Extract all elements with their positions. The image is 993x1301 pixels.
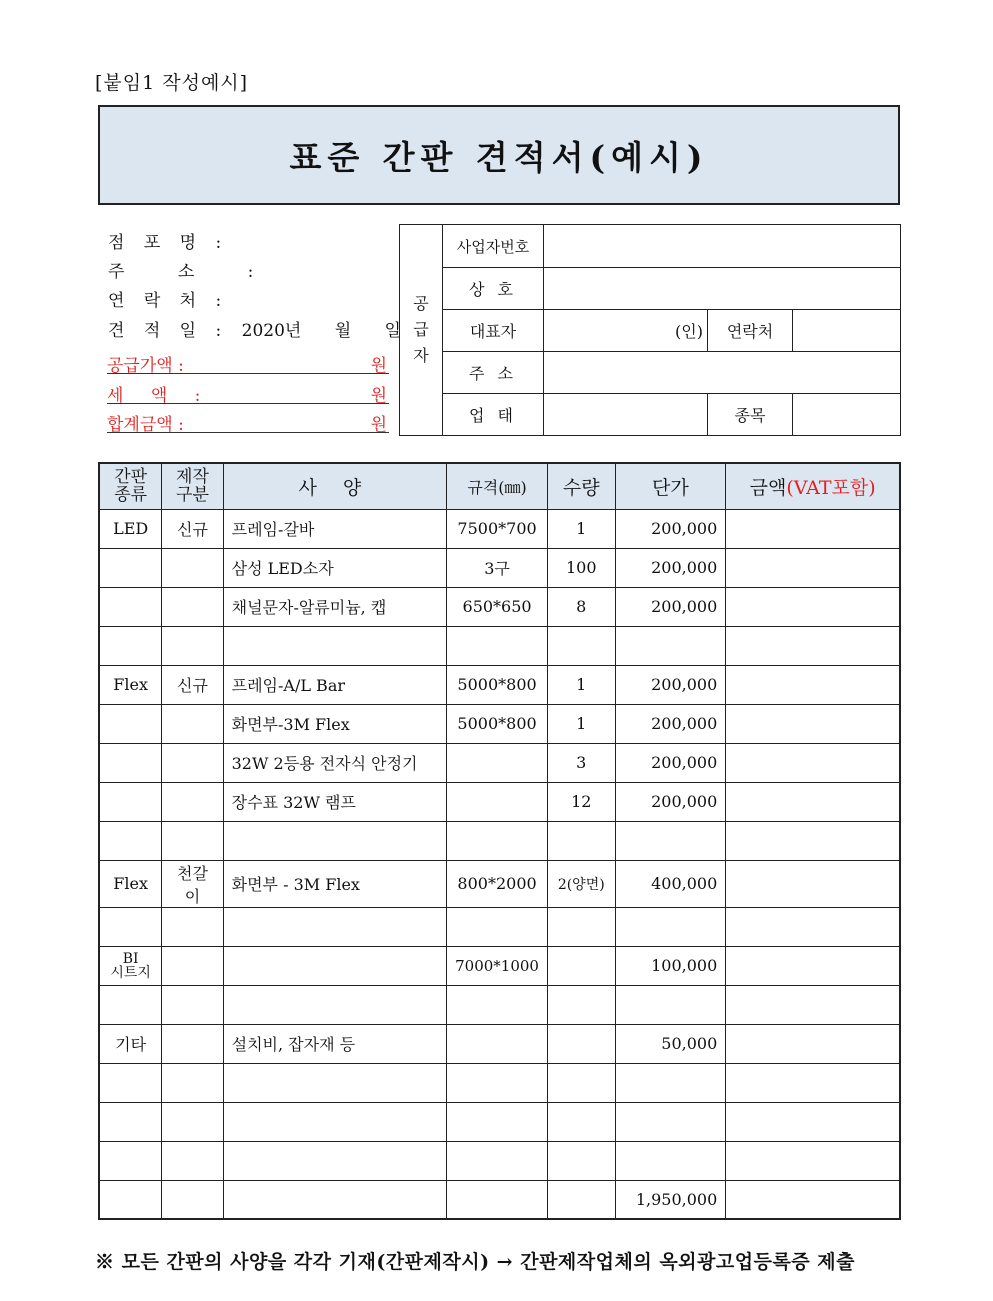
row-unit-price[interactable] [615, 1063, 726, 1102]
estimate-table [98, 462, 901, 1220]
table-row [99, 1180, 900, 1219]
row-unit-price[interactable] [615, 1102, 726, 1141]
business-item-field[interactable] [793, 394, 901, 436]
row-amount[interactable] [726, 1102, 900, 1141]
table-row [99, 509, 900, 548]
table-row [99, 665, 900, 704]
row-sign-type[interactable]: LED [99, 509, 162, 548]
row-amount[interactable] [726, 509, 900, 548]
row-spec[interactable] [223, 1102, 447, 1141]
page-title: 표준 간판 견적서(예시) [289, 137, 709, 177]
row-qty[interactable]: 3 [547, 743, 615, 782]
row-sign-type[interactable]: Flex [99, 860, 162, 907]
row-qty[interactable] [547, 985, 615, 1024]
row-qty[interactable] [547, 1063, 615, 1102]
supplier-contact-field[interactable] [793, 310, 901, 352]
row-spec[interactable]: 화면부-3M Flex [223, 704, 447, 743]
row-make-type[interactable]: 신규 [162, 509, 223, 548]
row-size[interactable] [447, 1024, 548, 1063]
row-make-type[interactable] [162, 946, 223, 985]
row-size[interactable]: 7000*1000 [447, 946, 548, 985]
total-amount-line [107, 410, 389, 433]
row-unit-price[interactable]: 1,950,000 [615, 1180, 726, 1219]
row-unit-price[interactable]: 200,000 [615, 587, 726, 626]
row-unit-price[interactable]: 100,000 [615, 946, 726, 985]
row-sign-type[interactable] [99, 1102, 162, 1141]
row-qty[interactable] [547, 907, 615, 946]
supply-amount-unit: 원 [370, 356, 387, 376]
row-size[interactable]: 5000*800 [447, 665, 548, 704]
supply-amount-label: 공급가액 : [107, 356, 184, 376]
row-qty[interactable] [547, 1102, 615, 1141]
row-qty[interactable] [547, 1180, 615, 1219]
table-row [99, 860, 900, 907]
row-amount[interactable] [726, 1141, 900, 1180]
representative-field[interactable] [544, 310, 708, 352]
row-sign-type[interactable] [99, 1141, 162, 1180]
row-make-type[interactable] [162, 548, 223, 587]
row-sign-type[interactable] [99, 782, 162, 821]
row-qty[interactable]: 12 [547, 782, 615, 821]
table-row [99, 626, 900, 665]
row-spec[interactable]: 화면부 - 3M Flex [223, 860, 447, 907]
row-size[interactable]: 800*2000 [447, 860, 548, 907]
row-unit-price[interactable]: 200,000 [615, 665, 726, 704]
row-qty[interactable]: 1 [547, 665, 615, 704]
row-size[interactable] [447, 907, 548, 946]
header-sign-type: 간판 종류 [99, 463, 162, 509]
row-unit-price[interactable]: 200,000 [615, 782, 726, 821]
row-make-type[interactable] [162, 704, 223, 743]
table-row [99, 704, 900, 743]
row-unit-price[interactable]: 200,000 [615, 509, 726, 548]
supply-amount-line [107, 351, 389, 374]
row-amount[interactable] [726, 821, 900, 860]
table-row [99, 548, 900, 587]
address-label: 주 소 : [108, 262, 278, 282]
header-unit-price: 단가 [615, 463, 726, 509]
row-size[interactable] [447, 1180, 548, 1219]
row-amount[interactable] [726, 665, 900, 704]
row-qty[interactable] [547, 1024, 615, 1063]
row-amount[interactable] [726, 1063, 900, 1102]
row-amount[interactable] [726, 1180, 900, 1219]
row-qty[interactable] [547, 821, 615, 860]
row-amount[interactable] [726, 626, 900, 665]
row-qty[interactable]: 100 [547, 548, 615, 587]
business-item-label: 종목 [708, 394, 793, 436]
row-sign-type[interactable] [99, 704, 162, 743]
table-row [99, 1141, 900, 1180]
company-name-label: 상 호 [443, 268, 544, 310]
row-spec[interactable] [223, 985, 447, 1024]
row-qty[interactable] [547, 626, 615, 665]
total-amount-label: 합계금액 : [107, 415, 184, 435]
row-sign-type[interactable] [99, 985, 162, 1024]
row-size[interactable] [447, 1063, 548, 1102]
row-spec[interactable]: 채널문자-알류미늄, 캡 [223, 587, 447, 626]
estimate-date-label: 견 적 일 : [108, 321, 229, 341]
supplier-contact-label: 연락처 [708, 310, 793, 352]
row-qty[interactable]: 1 [547, 704, 615, 743]
row-unit-price[interactable] [615, 907, 726, 946]
row-amount[interactable] [726, 548, 900, 587]
store-name-line [108, 228, 228, 253]
row-size[interactable]: 5000*800 [447, 704, 548, 743]
row-qty[interactable] [547, 1141, 615, 1180]
biz-no-label: 사업자번호 [443, 225, 544, 268]
representative-label: 대표자 [443, 310, 544, 352]
header-qty: 수량 [547, 463, 615, 509]
row-unit-price[interactable]: 200,000 [615, 704, 726, 743]
row-spec[interactable] [223, 907, 447, 946]
row-size[interactable]: 7500*700 [447, 509, 548, 548]
row-sign-type[interactable] [99, 907, 162, 946]
tax-amount-label: 세 액 : [107, 386, 201, 406]
row-make-type[interactable] [162, 1024, 223, 1063]
attachment-label: [붙임1 작성예시] [95, 72, 249, 94]
row-make-type[interactable] [162, 1063, 223, 1102]
row-spec[interactable] [223, 1063, 447, 1102]
row-sign-type[interactable] [99, 743, 162, 782]
row-spec[interactable] [223, 821, 447, 860]
row-sign-type[interactable] [99, 626, 162, 665]
row-unit-price[interactable] [615, 626, 726, 665]
row-amount[interactable] [726, 985, 900, 1024]
row-qty[interactable]: 1 [547, 509, 615, 548]
row-unit-price[interactable] [615, 1141, 726, 1180]
row-size[interactable]: 3구 [447, 548, 548, 587]
row-sign-type[interactable] [99, 1180, 162, 1219]
row-make-type[interactable] [162, 907, 223, 946]
row-spec[interactable] [223, 626, 447, 665]
seal-mark: (인) [675, 322, 703, 341]
header-size: 규격(㎜) [447, 463, 548, 509]
row-spec[interactable] [223, 1180, 447, 1219]
estimate-date-line [108, 316, 401, 341]
tax-amount-line [107, 381, 389, 404]
row-make-type[interactable] [162, 1102, 223, 1141]
row-make-type[interactable] [162, 1141, 223, 1180]
contact-line [108, 286, 228, 311]
row-make-type[interactable]: 신규 [162, 665, 223, 704]
row-make-type[interactable]: 천갈이 [162, 860, 223, 907]
table-row [99, 1102, 900, 1141]
store-name-label: 점 포 명 : [108, 233, 229, 253]
table-row [99, 743, 900, 782]
row-size[interactable] [447, 1102, 548, 1141]
row-amount[interactable] [726, 782, 900, 821]
title-box [98, 105, 900, 205]
row-sign-type[interactable] [99, 1063, 162, 1102]
row-sign-type[interactable] [99, 587, 162, 626]
row-sign-type[interactable]: 기타 [99, 1024, 162, 1063]
table-row [99, 587, 900, 626]
row-sign-type[interactable] [99, 821, 162, 860]
footnote: ※ 모든 간판의 사양을 각각 기재(간판제작시) → 간판제작업체의 옥외광고업등록증 제출 [95, 1251, 855, 1273]
row-unit-price[interactable] [615, 821, 726, 860]
table-row [99, 985, 900, 1024]
row-amount[interactable] [726, 743, 900, 782]
row-size[interactable] [447, 1141, 548, 1180]
table-row [99, 1063, 900, 1102]
row-sign-type[interactable] [99, 548, 162, 587]
row-make-type[interactable] [162, 743, 223, 782]
row-spec[interactable]: 장수표 32W 램프 [223, 782, 447, 821]
row-unit-price[interactable] [615, 985, 726, 1024]
biz-no-field[interactable] [544, 225, 901, 268]
row-make-type[interactable] [162, 587, 223, 626]
address-line [108, 257, 277, 282]
row-spec[interactable] [223, 946, 447, 985]
tax-amount-unit: 원 [370, 386, 387, 406]
row-unit-price[interactable]: 50,000 [615, 1024, 726, 1063]
contact-label: 연 락 처 : [108, 291, 229, 311]
table-row [99, 907, 900, 946]
table-header-row [99, 463, 900, 509]
row-size[interactable] [447, 821, 548, 860]
row-size[interactable] [447, 985, 548, 1024]
row-make-type[interactable] [162, 782, 223, 821]
row-size[interactable]: 650*650 [447, 587, 548, 626]
row-amount[interactable] [726, 860, 900, 907]
row-make-type[interactable] [162, 821, 223, 860]
row-qty[interactable]: 8 [547, 587, 615, 626]
row-amount[interactable] [726, 704, 900, 743]
company-name-field[interactable] [544, 268, 901, 310]
row-amount[interactable] [726, 907, 900, 946]
row-unit-price[interactable]: 200,000 [615, 548, 726, 587]
business-type-label: 업 태 [443, 394, 544, 436]
row-sign-type[interactable]: BI 시트지 [99, 946, 162, 985]
supplier-address-label: 주 소 [443, 352, 544, 394]
supplier-table [399, 224, 901, 436]
row-sign-type[interactable]: Flex [99, 665, 162, 704]
row-unit-price[interactable]: 400,000 [615, 860, 726, 907]
header-make-type: 제작 구분 [162, 463, 223, 509]
row-spec[interactable] [223, 1141, 447, 1180]
row-make-type[interactable] [162, 1180, 223, 1219]
table-row [99, 1024, 900, 1063]
row-unit-price[interactable]: 200,000 [615, 743, 726, 782]
row-spec[interactable]: 설치비, 잡자재 등 [223, 1024, 447, 1063]
row-amount[interactable] [726, 587, 900, 626]
estimate-date-value: 2020년 월 일 [241, 321, 401, 341]
header-spec: 사 양 [223, 463, 447, 509]
row-amount[interactable] [726, 946, 900, 985]
row-amount[interactable] [726, 1024, 900, 1063]
table-row [99, 946, 900, 985]
total-amount-unit: 원 [370, 415, 387, 435]
row-spec[interactable]: 프레임-A/L Bar [223, 665, 447, 704]
row-size[interactable] [447, 626, 548, 665]
table-row [99, 782, 900, 821]
row-size[interactable] [447, 782, 548, 821]
row-spec[interactable]: 32W 2등용 전자식 안정기 [223, 743, 447, 782]
row-make-type[interactable] [162, 626, 223, 665]
table-row [99, 821, 900, 860]
row-spec[interactable]: 프레임-갈바 [223, 509, 447, 548]
row-make-type[interactable] [162, 985, 223, 1024]
business-type-field[interactable] [544, 394, 708, 436]
row-qty[interactable] [547, 946, 615, 985]
row-qty[interactable]: 2(양면) [547, 860, 615, 907]
row-spec[interactable]: 삼성 LED소자 [223, 548, 447, 587]
header-amount-note: (VAT포함) [786, 476, 876, 499]
header-amount: 금액(VAT포함) [726, 463, 900, 509]
row-size[interactable] [447, 743, 548, 782]
supplier-address-field[interactable] [544, 352, 901, 394]
supplier-side-label: 공 급 자 [400, 225, 443, 436]
